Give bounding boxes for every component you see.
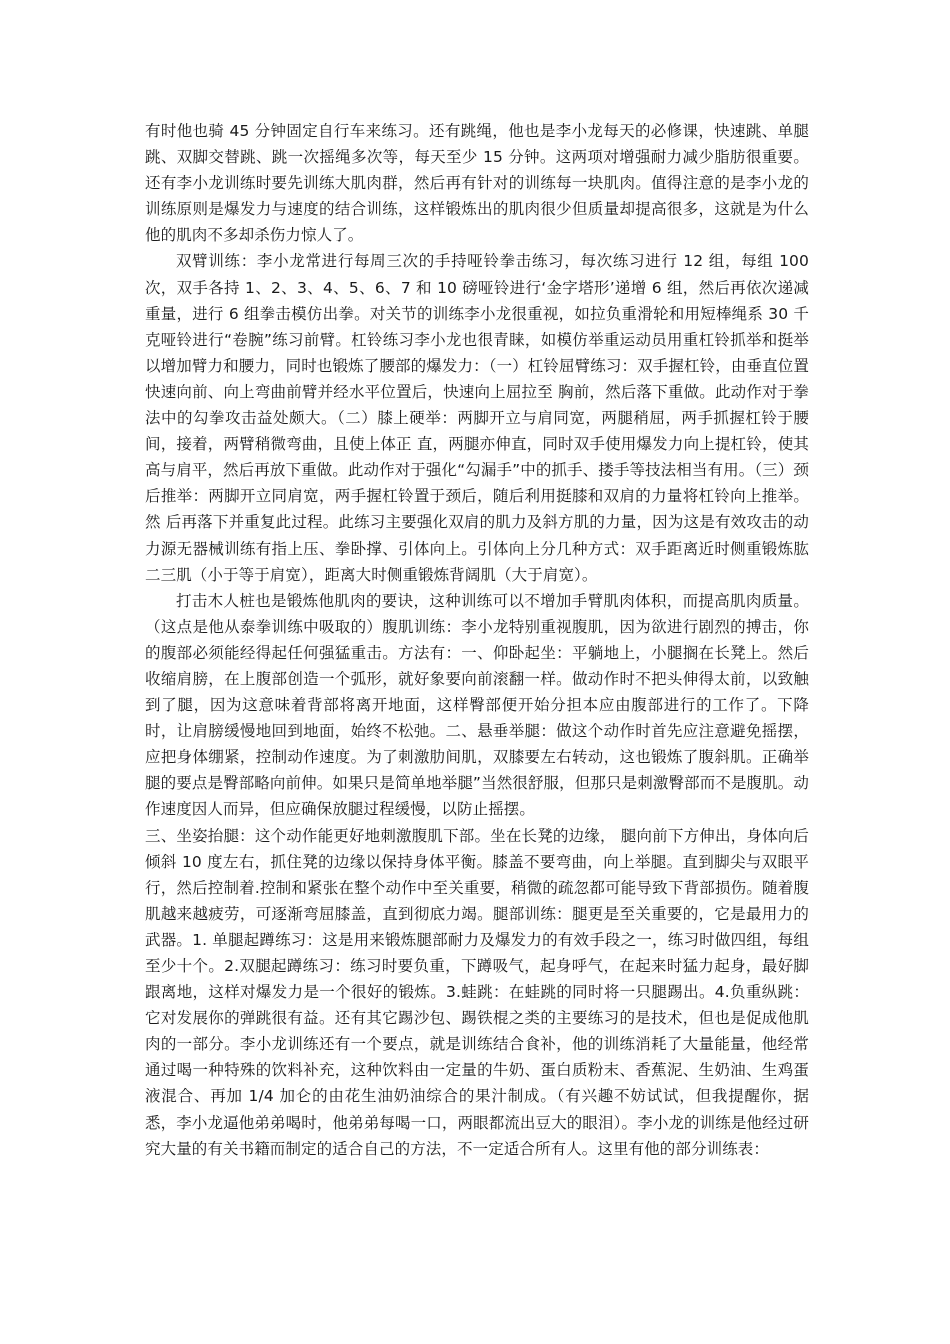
paragraph-leg-training: 三、坐姿抬腿：这个动作能更好地刺激腹肌下部。坐在长凳的边缘， 腿向前下方伸出，身体向后倾斜 10 度左右，抓住凳的边缘以保持身体平衡。膝盖不要弯曲，向上举腿。直到脚尖与双眼平行，然后控制着.控制和紧张在整个动作中至关重要，稍微的疏忽都可能导致下背部损伤。随着腹肌越来越疲劳，可逐渐弯屈膝盖，直到彻底力竭。腿部训练：腿更是至关重要的，它是最用力的武器。1. 单腿起蹲练习：这是用来锻炼腿部耐力及爆发力的有效手段之一，练习时做四组，每组至少十个。2.双腿起蹲练习：练习时要负重，下蹲吸气，起身呼气，在起来时猛力起身，最好脚跟离地，这样对爆发力是一个很好的锻炼。3.蛙跳：在蛙跳的同时将一只腿踢出。4.负重纵跳：它对发展你的弹跳很有益。还有其它踢沙包、踢铁棍之类的主要练习的是技术，但也是促成他肌肉的一部分。李小龙训练还有一个要点，就是训练结合食补，他的训练消耗了大量能量，他经常通过喝一种特殊的饮料补充，这种饮料由一定量的牛奶、蛋白质粉末、香蕉泥、生奶油、生鸡蛋液混合、再加 1/4 加仑的由花生油奶油综合的果汁制成。（有兴趣不妨试试，但我提醒你，据悉，李小龙逼他弟弟喝时，他弟弟每喝一口，两眼都流出豆大的眼泪）。李小龙的训练是他经过研究大量的有关书籍而制定的适合自己的方法，不一定适合所有人。这里有他的部分训练表： xyxy=(145,826,809,1158)
paragraph-endurance-training: 有时他也骑 45 分钟固定自行车来练习。还有跳绳，他也是李小龙每天的必修课，快速跳、单腿跳、双脚交替跳、跳一次摇绳多次等，每天至少 15 分钟。这两项对增强耐力减少脂肪很重要。还有李小龙训练时要先训练大肌肉群，然后再有针对的训练每一块肌肉。值得注意的是李小龙的训练原则是爆发力与速度的结合训练，这样锻炼出的肌肉很少但质量却提高很多，这就是为什么他的肌肉不多却杀伤力惊人了。 xyxy=(145,122,809,245)
document-body xyxy=(145,118,809,1162)
paragraph-abdominal-training: 打击木人桩也是锻炼他肌肉的要诀，这种训练可以不增加手臂肌肉体积，而提高肌肉质量。（这点是他从泰拳训练中吸取的）腹肌训练：李小龙特别重视腹肌，因为欲进行剧烈的搏击，你的腹部必须能经得起任何强猛重击。方法有：一、仰卧起坐：平躺地上，小腿搁在长凳上。然后收缩肩膀，在上腹部创造一个弧形，就好象要向前滚翻一样。做动作时不把头伸得太前，以致触到了腿，因为这意味着背部将离开地面，这样臀部便开始分担本应由腹部进行的工作了。下降时，让肩膀缓慢地回到地面，始终不松弛。二、悬垂举腿：做这个动作时首先应注意避免摇摆，应把身体绷紧，控制动作速度。为了刺激肋间肌，双膝要左右转动，这也锻炼了腹斜肌。正确举腿的要点是臀部略向前伸。如果只是简单地举腿”当然很舒服，但那只是刺激臀部而不是腹肌。动作速度因人而异，但应确保放腿过程缓慢，以防止摇摆。 xyxy=(145,591,809,819)
paragraph-arm-training: 双臂训练：李小龙常进行每周三次的手持哑铃拳击练习，每次练习进行 12 组，每组 100 次，双手各持 1、2、3、4、5、6、7 和 10 磅哑铃进行‘金字塔形’递增 6 组，然后再依次递减重量，进行 6 组拳击模仿出拳。对关节的训练李小龙很重视，如拉负重滑轮和用短棒绳系 30 千克哑铃进行“卷腕”练习前臂。杠铃练习李小龙也很青睐，如模仿举重运动员用重杠铃抓举和挺举以增加臂力和腰力，同时也锻炼了腰部的爆发力：（一）杠铃屈臂练习：双手握杠铃，由垂直位置快速向前、向上弯曲前臂并经水平位置后，快速向上屈拉至 胸前，然后落下重做。此动作对于拳法中的勾拳攻击益处颇大。（二）膝上硬举：两脚开立与肩同宽，两腿稍屈，两手抓握杠铃于腰间，接着，两臂稍微弯曲，且使上体正 直，两腿亦伸直，同时双手使用爆发力向上提杠铃，使其高与肩平，然后再放下重做。此动作对于强化“勾漏手”中的抓手、搂手等技法相当有用。（三）颈后推举：两脚开立同肩宽，两手握杠铃置于颈后，随后利用挺膝和双肩的力量将杠铃向上推举。然 后再落下并重复此过程。此练习主要强化双肩的肌力及斜方肌的力量，因为这是有效攻击的动力源无器械训练有指上压、拳卧撑、引体向上。引体向上分几种方式：双手距离近时侧重锻炼肱二三肌（小于等于肩宽），距离大时侧重锻炼背阔肌（大于肩宽）。 xyxy=(145,252,809,584)
